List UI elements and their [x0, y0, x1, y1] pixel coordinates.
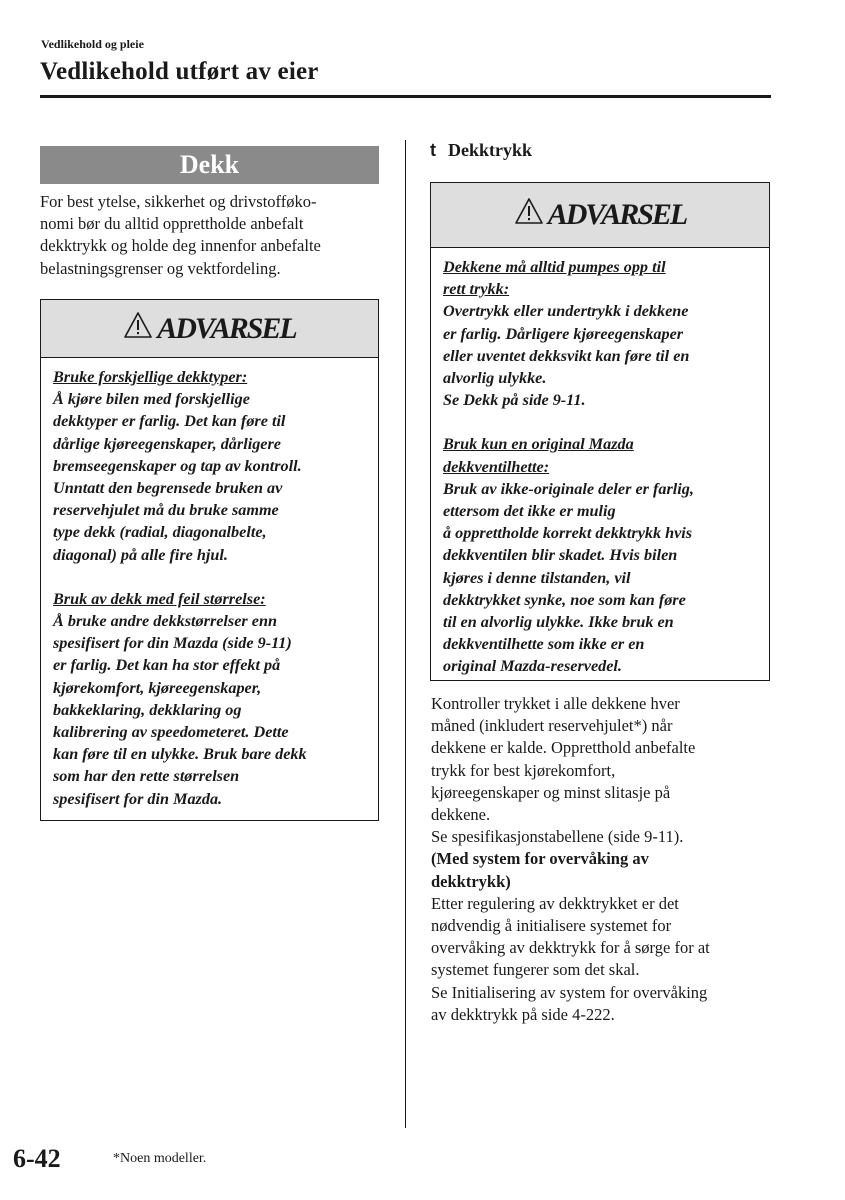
subheading: (Med system for overvåking av dekktrykk): [431, 849, 649, 891]
warning-item-text: Bruk av ikke-originale deler er farlig, ettersom det ikke er mulig å opprettholde korrekt dekktrykk hvis dekkventilen blir skadet. Hvis bilen kjøres i denne tilstanden, vil dekktrykket synke, noe som kan føre til en alvorlig ulykke. Ikke bruk en dekkventilhette som ikke er en original Mazda-reservedel.: [443, 479, 694, 676]
intro-text: For best ytelse, sikkerhet og drivstofføko- nomi bør du alltid opprettholde anbefalt dekktrykk og holde deg innenfor anbefalte belastningsgrenser og vektfordeling.: [40, 192, 321, 278]
dekktrykk-heading: [430, 140, 532, 161]
warning-item-text: Overtrykk eller undertrykk i dekkene er farlig. Dårligere kjøreegenskaper eller uventet dekksvikt kan føre til en alvorlig ulykke. Se Dekk på side 9-11.: [443, 302, 690, 410]
section-bullet: t: [430, 140, 436, 160]
warning-item: [443, 433, 759, 677]
warning-triangle-icon: [123, 311, 153, 347]
page-title: Vedlikehold utført av eier: [40, 58, 319, 85]
warning-title: ADVARSEL: [157, 311, 296, 345]
warning-item-heading: Bruke forskjellige dekktyper:: [53, 368, 248, 386]
dekktrykk-body: [431, 693, 773, 1026]
section-header: Vedlikehold og pleie: [41, 37, 144, 51]
warning-item-heading: Bruk av dekk med feil størrelse:: [53, 589, 266, 608]
warning-item-text: Å bruke andre dekkstørrelser enn spesifisert for din Mazda (side 9-11) er farlig. Det kan ha stor effekt på kjørekomfort, kjøreegenskaper, bakkeklaring, dekklaring og kalibrering av speedometeret. Dette kan føre til en ulykke. Bruk bare dekk som har den rette størrelsen spesifisert for din Mazda.: [53, 612, 307, 808]
warning-item-heading: Dekkene må alltid pumpes opp til rett trykk:: [443, 258, 666, 299]
warning-item-text: Å kjøre bilen med forskjellige dekktyper er farlig. Det kan føre til dårlige kjøreegenskaper, dårligere bremseegenskaper og tap av kontroll. Unntatt den begrensede bruken av reservehjulet må du bruke samme type dekk (radial, diagonalbelte, diagonal) på alle fire hjul.: [53, 390, 302, 564]
warning-item: [53, 366, 368, 566]
warning-header: [41, 300, 378, 358]
dekk-banner: [40, 146, 379, 184]
warning-title: ADVARSEL: [547, 198, 687, 231]
warning-item: [443, 256, 759, 411]
warning-header: [431, 183, 769, 248]
column-divider: [405, 140, 406, 1128]
warning-box-right: [430, 182, 770, 681]
body-paragraph: Etter regulering av dekktrykket er det nødvendig å initialisere systemet for overvåking av dekktrykk for å sørge for at systemet fungerer som det skal. Se Initialisering av system for overvåking av dekktrykk på side 4-222.: [431, 893, 710, 1024]
body-paragraph: Kontroller trykket i alle dekkene hver måned (inkludert reservehjulet*) når dekkene er kalde. Oppretthold anbefalte trykk for best kjørekomfort, kjøreegenskaper og minst slitasje på dekkene. Se spesifikasjonstabellene (side 9-11).: [431, 694, 696, 847]
warning-item: [53, 588, 368, 810]
dekk-banner-label: Dekk: [179, 150, 240, 179]
warning-body: [41, 358, 378, 810]
intro-paragraph: [40, 191, 380, 280]
footnote: *Noen modeller.: [113, 1151, 207, 1166]
dekktrykk-heading-text: Dekktrykk: [448, 140, 533, 160]
warning-body: [431, 248, 769, 678]
page-number: 6-42: [13, 1144, 61, 1173]
warning-box-left: [40, 299, 379, 821]
warning-item-heading: Bruk kun en original Mazda dekkventilhette:: [443, 435, 634, 476]
warning-triangle-icon: [514, 197, 544, 233]
title-rule: [40, 95, 771, 98]
